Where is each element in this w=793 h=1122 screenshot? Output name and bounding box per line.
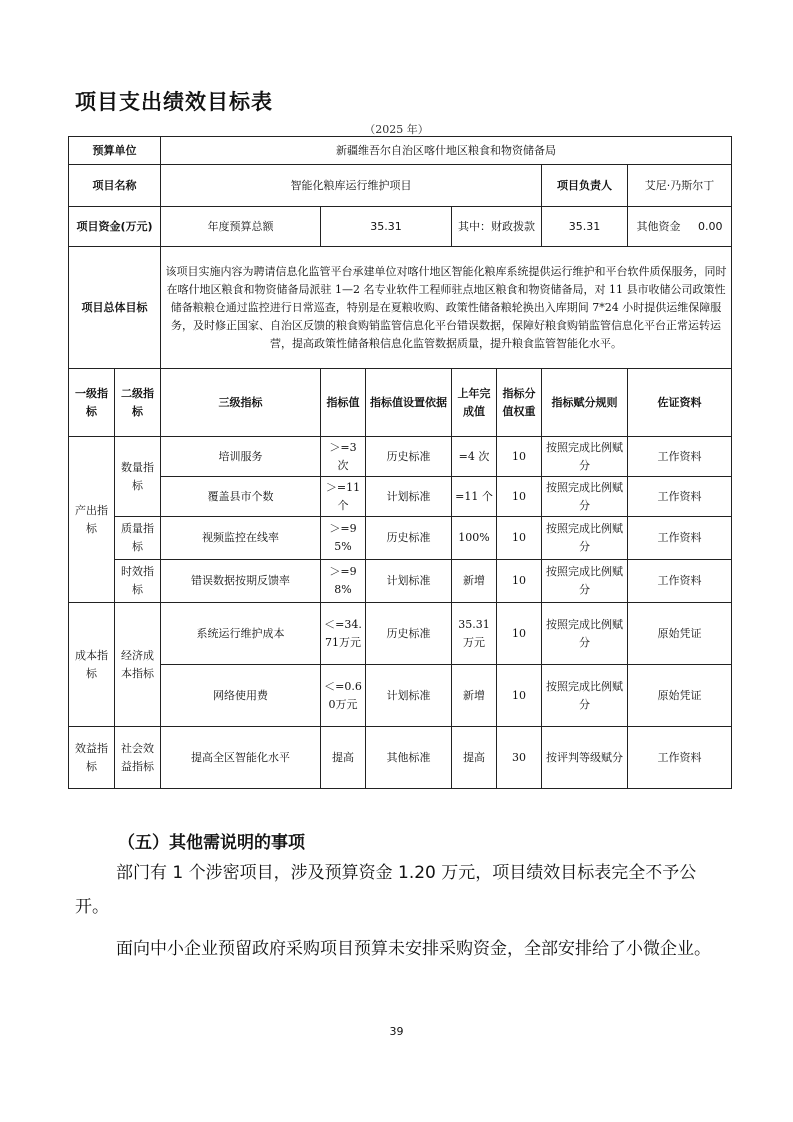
indicator-name: 网络使用费 (161, 665, 321, 727)
indicator-last: 新增 (452, 560, 497, 603)
row-overall-goal (69, 247, 732, 369)
group-cost-econ: 经济成本指标 (115, 603, 161, 727)
indicator-name: 系统运行维护成本 (161, 603, 321, 665)
indicator-value: ＜=34.71万元 (321, 603, 366, 665)
indicator-rule: 按照完成比例赋分 (542, 560, 628, 603)
indicator-rule: 按照完成比例赋分 (542, 517, 628, 560)
table-row (69, 665, 732, 727)
indicator-rule: 按照完成比例赋分 (542, 477, 628, 517)
fiscal-value: 35.31 (542, 207, 628, 247)
fiscal-label: 其中：财政拨款 (452, 207, 542, 247)
indicator-value: ＞=3次 (321, 437, 366, 477)
indicator-last: 新增 (452, 665, 497, 727)
table-row (69, 477, 732, 517)
project-name-value: 智能化粮库运行维护项目 (161, 165, 542, 207)
indicator-name: 错误数据按期反馈率 (161, 560, 321, 603)
indicator-evidence: 工作资料 (628, 517, 732, 560)
group-benefit: 效益指标 (69, 727, 115, 789)
indicator-weight: 30 (497, 727, 542, 789)
indicator-name: 培训服务 (161, 437, 321, 477)
indicator-basis: 计划标准 (366, 560, 452, 603)
budget-unit-value: 新疆维吾尔自治区喀什地区粮食和物资储备局 (161, 137, 732, 165)
indicator-evidence: 工作资料 (628, 437, 732, 477)
indicator-value: ＞=95% (321, 517, 366, 560)
table-row (69, 727, 732, 789)
indicator-last: 提高 (452, 727, 497, 789)
indicator-name: 覆盖县市个数 (161, 477, 321, 517)
indicator-basis: 其他标准 (366, 727, 452, 789)
group-output: 产出指标 (69, 437, 115, 603)
header-basis: 指标值设置依据 (366, 369, 452, 437)
indicator-name: 提高全区智能化水平 (161, 727, 321, 789)
indicator-value: ＜=0.60万元 (321, 665, 366, 727)
performance-table (68, 136, 732, 789)
other-funds-value (628, 207, 732, 247)
indicator-value: ＞=11个 (321, 477, 366, 517)
group-cost: 成本指标 (69, 603, 115, 727)
section-paragraph-2: 面向中小企业预留政府采购项目预算未安排采购资金，全部安排给了小微企业。 (116, 939, 711, 959)
indicator-evidence: 原始凭证 (628, 603, 732, 665)
row-funds (69, 207, 732, 247)
header-row (69, 369, 732, 437)
section-heading: （五）其他需说明的事项 (118, 833, 305, 853)
indicator-value: ＞=98% (321, 560, 366, 603)
indicator-last: 100% (452, 517, 497, 560)
indicator-rule: 按照完成比例赋分 (542, 437, 628, 477)
indicator-weight: 10 (497, 437, 542, 477)
table-row (69, 437, 732, 477)
indicator-basis: 历史标准 (366, 437, 452, 477)
group-output-quality: 质量指标 (115, 517, 161, 560)
page-title: 项目支出绩效目标表 (75, 90, 273, 114)
section-paragraph-1: 部门有 1 个涉密项目，涉及预算资金 1.20 万元，项目绩效目标表完全不予公开。 (75, 863, 697, 917)
indicator-basis: 历史标准 (366, 517, 452, 560)
indicator-value: 提高 (321, 727, 366, 789)
indicator-weight: 10 (497, 560, 542, 603)
indicator-rule: 按评判等级赋分 (542, 727, 628, 789)
leader-label: 项目负责人 (542, 165, 628, 207)
group-output-quantity: 数量指标 (115, 437, 161, 517)
indicator-evidence: 原始凭证 (628, 665, 732, 727)
header-weight: 指标分值权重 (497, 369, 542, 437)
table-row (69, 603, 732, 665)
indicator-weight: 10 (497, 665, 542, 727)
indicator-weight: 10 (497, 477, 542, 517)
indicator-evidence: 工作资料 (628, 727, 732, 789)
indicator-evidence: 工作资料 (628, 560, 732, 603)
indicator-last: =4 次 (452, 437, 497, 477)
table-year: （2025 年） (364, 123, 429, 136)
indicator-evidence: 工作资料 (628, 477, 732, 517)
table-row (69, 560, 732, 603)
group-output-time: 时效指标 (115, 560, 161, 603)
goal-text: 该项目实施内容为聘请信息化监管平台承建单位对喀什地区智能化粮库系统提供运行维护和平台软件质保服务，同时在喀什地区粮食和物资储备局派驻 1—2 名专业软件工程师驻点地区粮食和物资储备局，对 11 县市收储公司政策性储备粮粮仓通过监控进行日常巡查，特别是在夏粮收购、政策性储备粮轮换出入库期间 7*24 小时提供运维保障服务，及时修正国家、自治区反馈的粮食购销监管信息化平台错误数据，保障好粮食购销监管信息化平台正常运转运营，提高政策性储备粮信息化监管数据质量，提升粮食监管智能化水平。 (161, 247, 732, 369)
funds-label: 项目资金(万元) (69, 207, 161, 247)
header-value: 指标值 (321, 369, 366, 437)
annual-budget-label: 年度预算总额 (161, 207, 321, 247)
indicator-name: 视频监控在线率 (161, 517, 321, 560)
header-level3: 三级指标 (161, 369, 321, 437)
indicator-last: 35.31万元 (452, 603, 497, 665)
indicator-basis: 历史标准 (366, 603, 452, 665)
indicator-basis: 计划标准 (366, 665, 452, 727)
header-level2: 二级指标 (115, 369, 161, 437)
indicator-weight: 10 (497, 603, 542, 665)
header-level1: 一级指标 (69, 369, 115, 437)
annual-budget-value: 35.31 (321, 207, 452, 247)
goal-label: 项目总体目标 (69, 247, 161, 369)
row-project-name (69, 165, 732, 207)
header-last-year: 上年完成值 (452, 369, 497, 437)
other-funds-label: 其他资金 (636, 219, 681, 233)
indicator-rule: 按照完成比例赋分 (542, 603, 628, 665)
leader-value: 艾尼·乃斯尔丁 (628, 165, 732, 207)
other-funds-amount: 0.00 (698, 219, 723, 233)
indicator-basis: 计划标准 (366, 477, 452, 517)
group-benefit-social: 社会效益指标 (115, 727, 161, 789)
indicator-rule: 按照完成比例赋分 (542, 665, 628, 727)
page-number: 39 (389, 1025, 404, 1038)
table-row (69, 517, 732, 560)
header-evidence: 佐证资料 (628, 369, 732, 437)
header-rule: 指标赋分规则 (542, 369, 628, 437)
budget-unit-label: 预算单位 (69, 137, 161, 165)
project-name-label: 项目名称 (69, 165, 161, 207)
indicator-weight: 10 (497, 517, 542, 560)
indicator-last: =11 个 (452, 477, 497, 517)
row-budget-unit (69, 137, 732, 165)
